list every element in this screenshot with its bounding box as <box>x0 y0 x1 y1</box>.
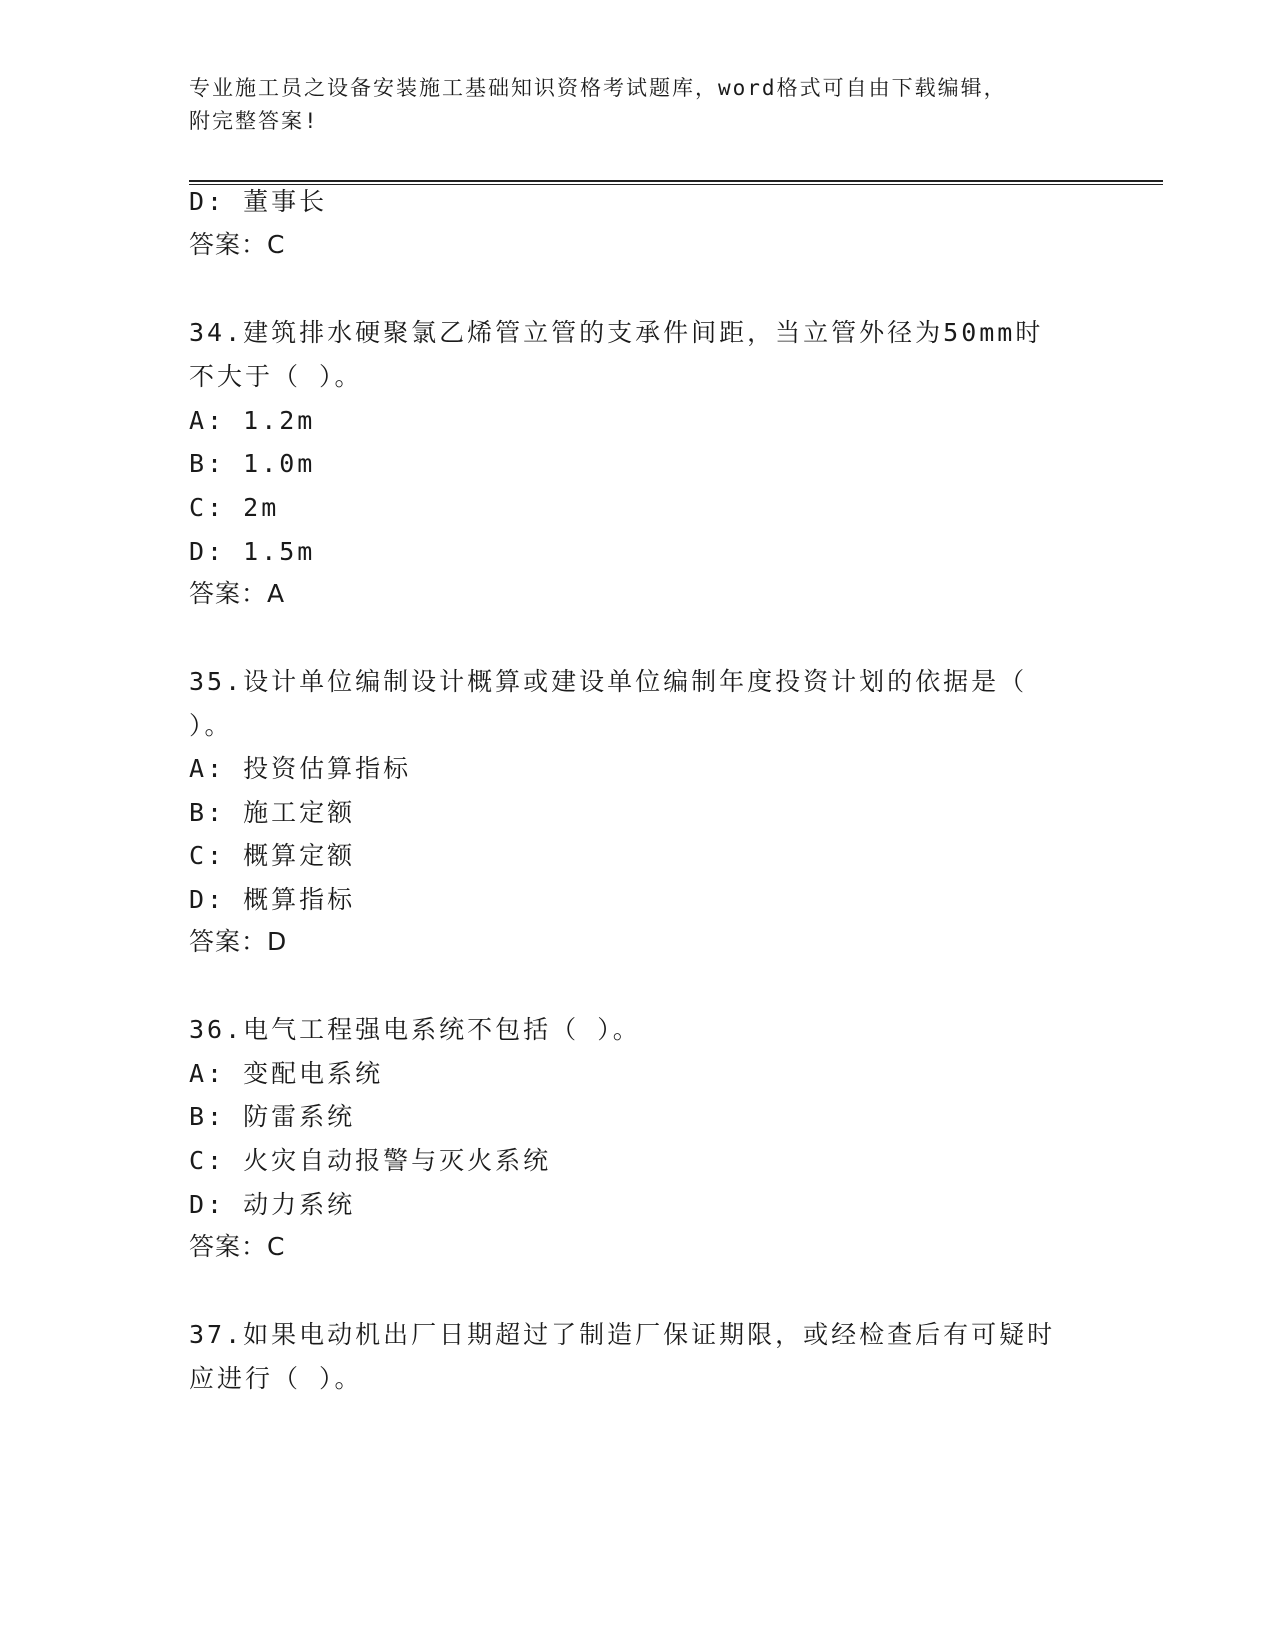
q36-stem-line-1: 36.电气工程强电系统不包括（ ）。 <box>189 1015 641 1044</box>
q34-answer: 答案：A <box>189 579 286 608</box>
q35-option-a: A: 投资估算指标 <box>189 754 412 783</box>
prev-answer: 答案：C <box>189 230 286 259</box>
header-divider <box>189 180 1163 185</box>
q37-stem-line-1: 37.如果电动机出厂日期超过了制造厂保证期限，或经检查后有可疑时 <box>189 1320 1056 1349</box>
q35-option-c: C: 概算定额 <box>189 841 356 870</box>
q37-stem-line-2: 应进行（ ）。 <box>189 1364 363 1393</box>
q36-option-a: A: 变配电系统 <box>189 1059 384 1088</box>
q34-stem-line-1: 34.建筑排水硬聚氯乙烯管立管的支承件间距，当立管外径为50mm时 <box>189 318 1044 347</box>
q34-stem-line-2: 不大于（ ）。 <box>189 362 363 391</box>
q34-option-c: C: 2m <box>189 493 280 522</box>
q35-answer: 答案：D <box>189 927 288 956</box>
q35-option-b: B: 施工定额 <box>189 798 356 827</box>
q34-option-a: A: 1.2m <box>189 406 316 435</box>
q36-option-b: B: 防雷系统 <box>189 1102 356 1131</box>
header-line-2: 附完整答案! <box>189 109 319 133</box>
q34-option-b: B: 1.0m <box>189 449 316 478</box>
q34-option-d: D: 1.5m <box>189 537 316 566</box>
header-line-1: 专业施工员之设备安装施工基础知识资格考试题库，word格式可自由下载编辑， <box>189 76 1007 100</box>
q35-stem-line-1: 35.设计单位编制设计概算或建设单位编制年度投资计划的依据是（ <box>189 667 1028 696</box>
q36-option-c: C: 火灾自动报警与灭火系统 <box>189 1146 552 1175</box>
document-header <box>189 72 1089 138</box>
q36-answer: 答案：C <box>189 1232 286 1261</box>
q36-option-d: D: 动力系统 <box>189 1190 356 1219</box>
q35-option-d: D: 概算指标 <box>189 885 356 914</box>
q35-stem-line-2: ）。 <box>189 711 233 740</box>
prev-option-d: D: 董事长 <box>189 187 328 216</box>
